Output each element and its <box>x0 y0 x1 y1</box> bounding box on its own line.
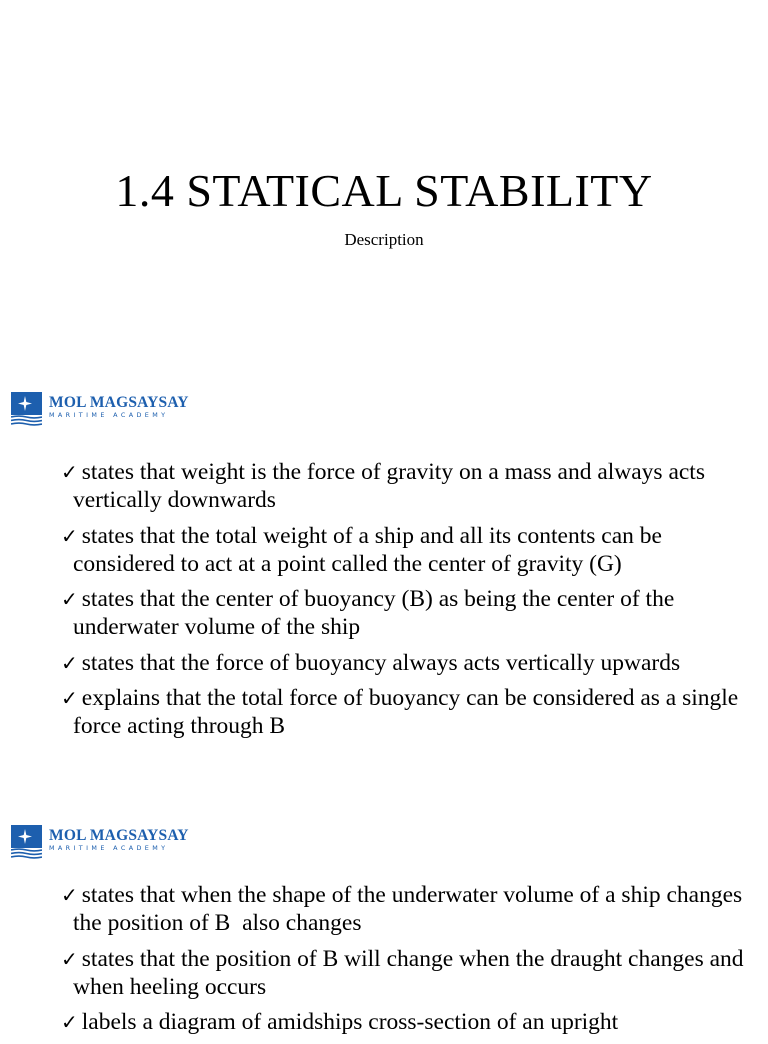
academy-logo <box>11 825 189 859</box>
bullet-text: states that the total weight of a ship and all its contents can be considered to act at a point called the center of gravity (G) <box>73 522 662 577</box>
list-item <box>61 881 761 937</box>
bullet-text: explains that the total force of buoyancy can be considered as a single force acting through B <box>73 685 739 739</box>
list-item <box>61 945 761 1001</box>
bullet-text: states that weight is the force of gravity on a mass and always acts vertically downwards <box>73 459 705 513</box>
star-compass-icon <box>11 825 42 859</box>
checkmark-icon: ✓ <box>61 883 78 907</box>
bullet-text: states that the force of buoyancy always acts vertically upwards <box>81 649 681 676</box>
logo-tagline: MARITIME ACADEMY <box>49 844 169 852</box>
logo-name: MOL MAGSAYSAY <box>49 827 189 844</box>
checkmark-icon: ✓ <box>61 1010 78 1034</box>
list-item <box>61 649 761 677</box>
logo-name: MOL MAGSAYSAY <box>49 394 189 411</box>
bullet-list-1 <box>61 458 761 748</box>
list-item <box>61 585 761 641</box>
checkmark-icon: ✓ <box>61 686 78 710</box>
list-item <box>61 1008 761 1036</box>
bullet-list-2 <box>61 881 761 1044</box>
bullet-text: states that the center of buoyancy (B) as being the center of the underwater volume of the ship <box>73 586 675 640</box>
checkmark-icon: ✓ <box>61 460 78 484</box>
page-subtitle: Description <box>344 230 424 249</box>
checkmark-icon: ✓ <box>61 587 78 611</box>
bullet-text: states that when the shape of the underwater volume of a ship changes the position of B also changes <box>73 882 749 936</box>
list-item <box>61 684 761 740</box>
logo-tagline: MARITIME ACADEMY <box>49 411 169 419</box>
bullet-text: labels a diagram of amidships cross-section of an upright <box>81 1009 619 1035</box>
checkmark-icon: ✓ <box>61 523 78 548</box>
page-title: 1.4 STATICAL STABILITY <box>115 165 653 216</box>
star-compass-icon <box>11 392 42 426</box>
bullet-text: states that the position of B will change when the draught changes and when heeling occurs <box>73 945 744 1000</box>
academy-logo <box>11 392 189 426</box>
checkmark-icon: ✓ <box>61 650 78 675</box>
list-item <box>61 458 761 514</box>
list-item <box>61 522 761 578</box>
checkmark-icon: ✓ <box>61 946 78 971</box>
